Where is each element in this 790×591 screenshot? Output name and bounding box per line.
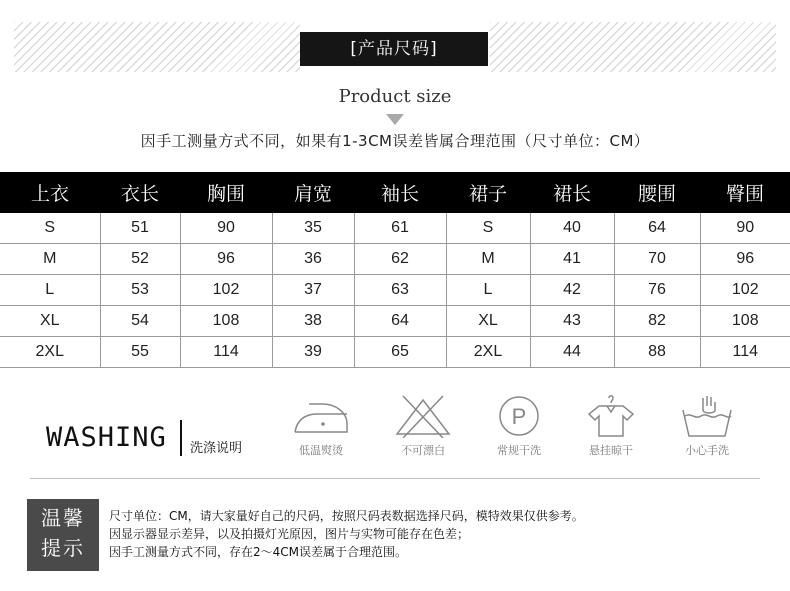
care-item-bleach <box>378 394 468 458</box>
table-cell: 53 <box>100 275 180 306</box>
table-cell: 64 <box>614 213 700 244</box>
table-cell: 40 <box>530 213 614 244</box>
table-cell: 102 <box>180 275 272 306</box>
table-cell: 42 <box>530 275 614 306</box>
table-cell: 61 <box>354 213 446 244</box>
table-cell: 39 <box>272 337 354 368</box>
table-cell: L <box>0 275 100 306</box>
table-cell: 108 <box>700 306 790 337</box>
dry-clean-p-icon <box>487 394 551 438</box>
table-cell: 102 <box>700 275 790 306</box>
table-cell: 114 <box>700 337 790 368</box>
table-cell: L <box>446 275 530 306</box>
table-cell: 90 <box>180 213 272 244</box>
care-label: 小心手洗 <box>685 444 729 457</box>
column-header: 衣长 <box>100 172 180 213</box>
tips-text <box>109 507 584 561</box>
table-cell: 43 <box>530 306 614 337</box>
table-cell: 37 <box>272 275 354 306</box>
table-cell: 36 <box>272 244 354 275</box>
care-label: 悬挂晾干 <box>589 444 633 457</box>
table-row <box>0 337 790 368</box>
table-cell: S <box>446 213 530 244</box>
washing-subtitle: 洗涤说明 <box>190 441 243 456</box>
care-item-hangdry <box>566 394 656 458</box>
svg-text:P: P <box>511 404 527 429</box>
table-cell: 2XL <box>0 337 100 368</box>
decorative-hatch-left <box>14 22 300 72</box>
iron-low-icon <box>289 394 353 438</box>
tip-line: 尺寸单位：CM，请大家量好自己的尺码，按照尺码表数据选择尺码，模特效果仅供参考。 <box>109 509 584 523</box>
care-item-handwash <box>662 394 752 458</box>
column-header: 肩宽 <box>272 172 354 213</box>
care-item-dryclean <box>474 394 564 458</box>
table-cell: 2XL <box>446 337 530 368</box>
table-cell: 96 <box>700 244 790 275</box>
divider <box>180 420 182 456</box>
table-cell: 65 <box>354 337 446 368</box>
table-row <box>0 306 790 337</box>
care-label: 常规干洗 <box>497 444 541 457</box>
table-cell: XL <box>446 306 530 337</box>
column-header: 上衣 <box>0 172 100 213</box>
table-cell: XL <box>0 306 100 337</box>
table-cell: M <box>446 244 530 275</box>
hand-wash-icon <box>675 394 739 438</box>
care-label: 不可漂白 <box>401 444 445 457</box>
table-cell: 51 <box>100 213 180 244</box>
tips-heading-line: 温馨 <box>41 506 85 530</box>
hang-dry-icon <box>579 394 643 438</box>
column-header: 胸围 <box>180 172 272 213</box>
tip-line: 因手工测量方式不同，存在2～4CM误差属于合理范围。 <box>109 545 408 559</box>
size-table <box>0 172 790 368</box>
table-cell: 62 <box>354 244 446 275</box>
table-cell: 96 <box>180 244 272 275</box>
no-bleach-icon <box>391 394 455 438</box>
table-cell: M <box>0 244 100 275</box>
table-cell: 52 <box>100 244 180 275</box>
table-cell: 88 <box>614 337 700 368</box>
washing-title: WASHING <box>46 422 167 453</box>
section-subtitle: Product size <box>338 86 452 107</box>
column-header: 裙长 <box>530 172 614 213</box>
table-cell: 76 <box>614 275 700 306</box>
table-cell: 70 <box>614 244 700 275</box>
table-cell: 64 <box>354 306 446 337</box>
divider <box>30 478 760 479</box>
table-cell: 82 <box>614 306 700 337</box>
table-cell: 114 <box>180 337 272 368</box>
section-title: [产品尺码] <box>300 32 488 66</box>
column-header: 袖长 <box>354 172 446 213</box>
table-row <box>0 244 790 275</box>
tips-heading-line: 提示 <box>41 536 85 560</box>
column-header: 腰围 <box>614 172 700 213</box>
table-cell: 108 <box>180 306 272 337</box>
table-row <box>0 275 790 306</box>
column-header: 臀围 <box>700 172 790 213</box>
table-cell: S <box>0 213 100 244</box>
decorative-hatch-right <box>490 22 776 72</box>
column-header: 裙子 <box>446 172 530 213</box>
tips-heading <box>27 499 99 571</box>
down-triangle-icon <box>386 114 404 125</box>
table-cell: 55 <box>100 337 180 368</box>
table-header-row <box>0 172 790 213</box>
table-cell: 38 <box>272 306 354 337</box>
table-cell: 54 <box>100 306 180 337</box>
care-item-iron <box>276 394 366 458</box>
table-row <box>0 213 790 244</box>
measurement-note: 因手工测量方式不同，如果有1-3CM误差皆属合理范围（尺寸单位：CM） <box>140 132 650 150</box>
table-cell: 35 <box>272 213 354 244</box>
table-cell: 44 <box>530 337 614 368</box>
table-cell: 41 <box>530 244 614 275</box>
care-label: 低温熨烫 <box>299 444 343 457</box>
table-cell: 63 <box>354 275 446 306</box>
table-cell: 90 <box>700 213 790 244</box>
tip-line: 因显示器显示差异，以及拍摄灯光原因，图片与实物可能存在色差； <box>109 527 470 541</box>
